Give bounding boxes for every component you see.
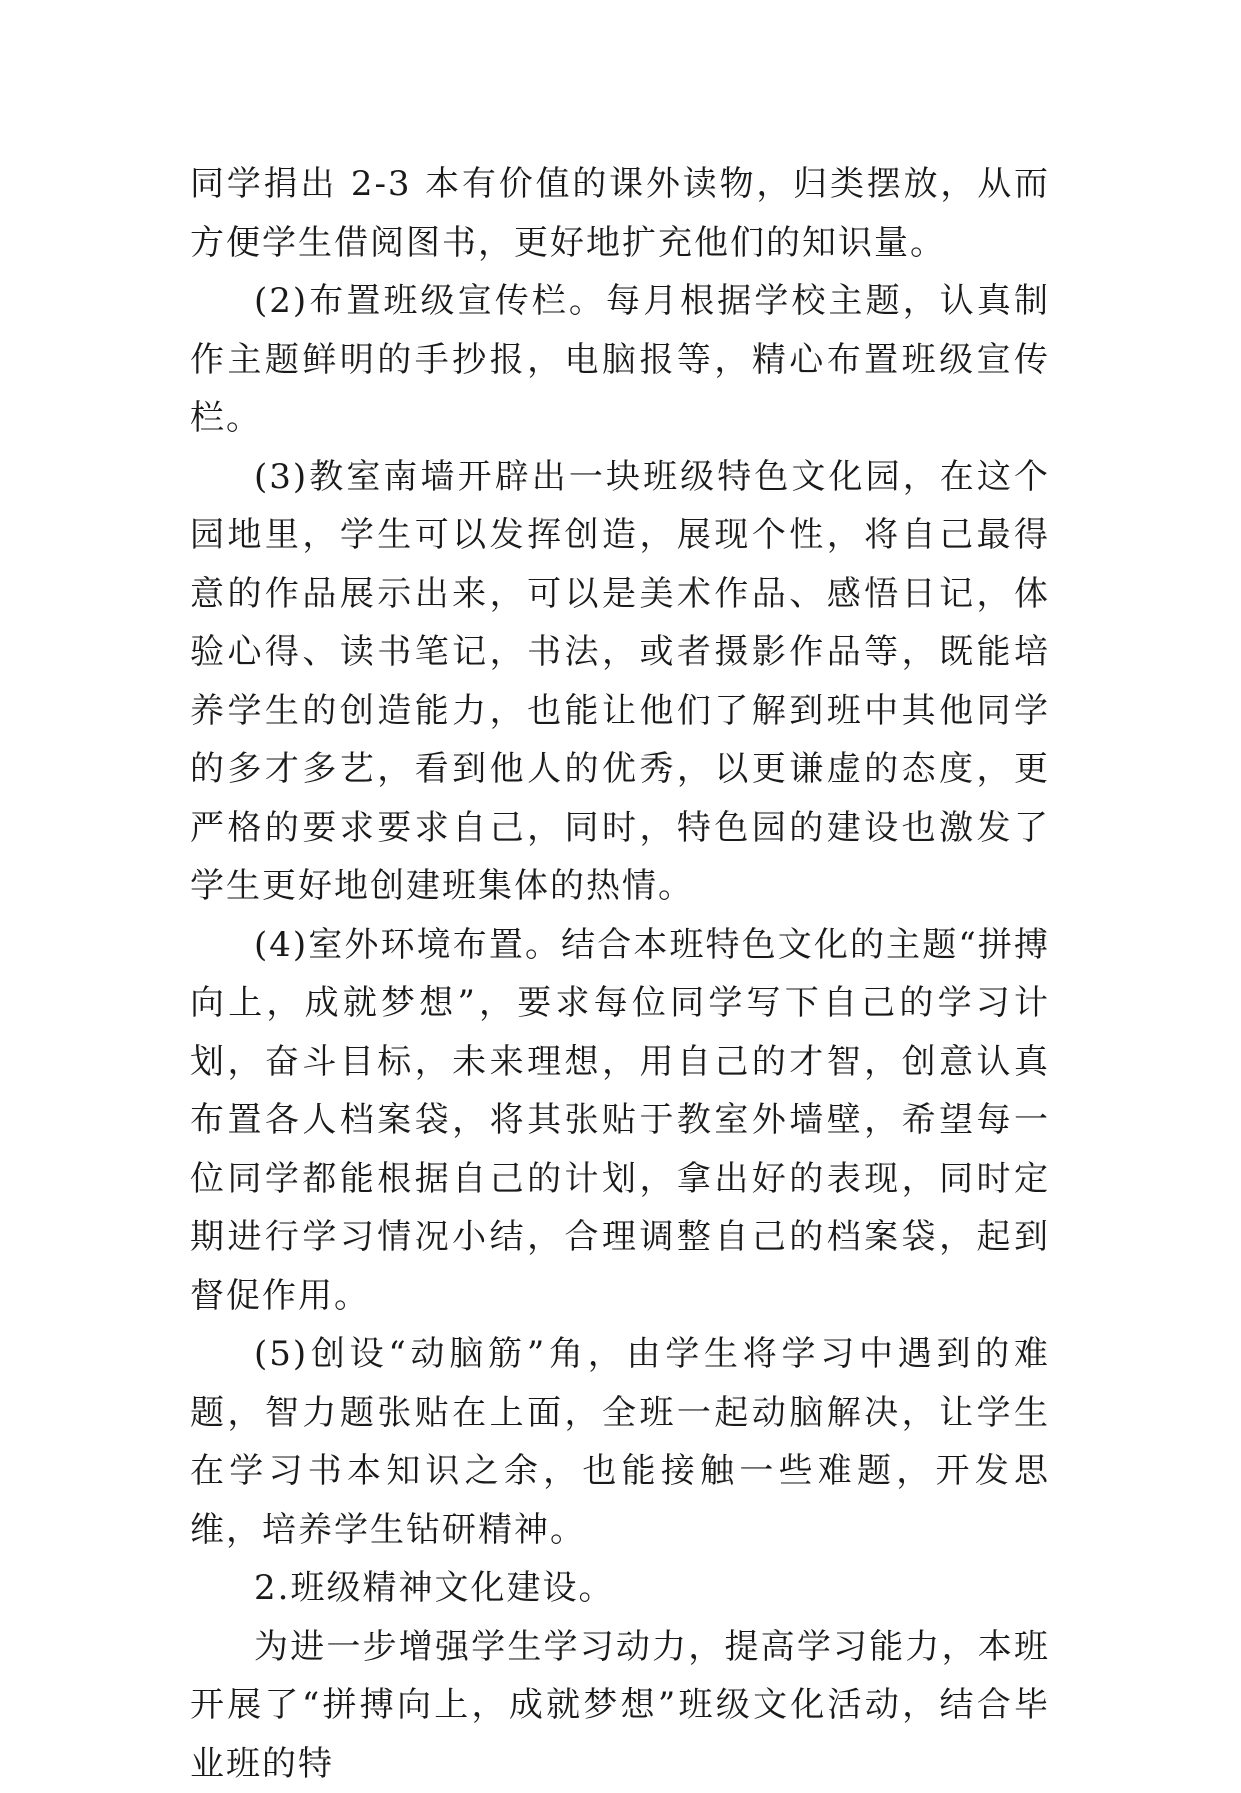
paragraph-culture-garden: (3)教室南墙开辟出一块班级特色文化园，在这个园地里，学生可以发挥创造，展现个性，将自己最得意的作品展示出来，可以是美术作品、感悟日记，体验心得、读书笔记，书法，或者摄影作品等，既能培养学生的创造能力，也能让他们了解到班中其他同学的多才多艺，看到他人的优秀，以更谦虚的态度，更严格的要求要求自己，同时，特色园的建设也激发了学生更好地创建班集体的热情。: [190, 448, 1050, 916]
paragraph-outdoor-environment: (4)室外环境布置。结合本班特色文化的主题“拼搏向上，成就梦想”，要求每位同学写下自己的学习计划，奋斗目标，未来理想，用自己的才智，创意认真布置各人档案袋，将其张贴于教室外墙壁，希望每一位同学都能根据自己的计划，拿出好的表现，同时定期进行学习情况小结，合理调整自己的档案袋，起到督促作用。: [190, 916, 1050, 1326]
section-heading-spiritual-culture: 2.班级精神文化建设。: [190, 1559, 1050, 1618]
paragraph-bulletin-board: (2)布置班级宣传栏。每月根据学校主题，认真制作主题鲜明的手抄报，电脑报等，精心布置班级宣传栏。: [190, 272, 1050, 448]
paragraph-brain-corner: (5)创设“动脑筋”角，由学生将学习中遇到的难题，智力题张贴在上面，全班一起动脑解决，让学生在学习书本知识之余，也能接触一些难题，开发思维，培养学生钻研精神。: [190, 1325, 1050, 1559]
document-body: [190, 155, 1050, 1793]
paragraph-book-donation: 同学捐出 2-3 本有价值的课外读物，归类摆放，从而方便学生借阅图书，更好地扩充他们的知识量。: [190, 155, 1050, 272]
paragraph-class-activity: 为进一步增强学生学习动力，提高学习能力，本班开展了“拼搏向上，成就梦想”班级文化活动，结合毕业班的特: [190, 1618, 1050, 1793]
